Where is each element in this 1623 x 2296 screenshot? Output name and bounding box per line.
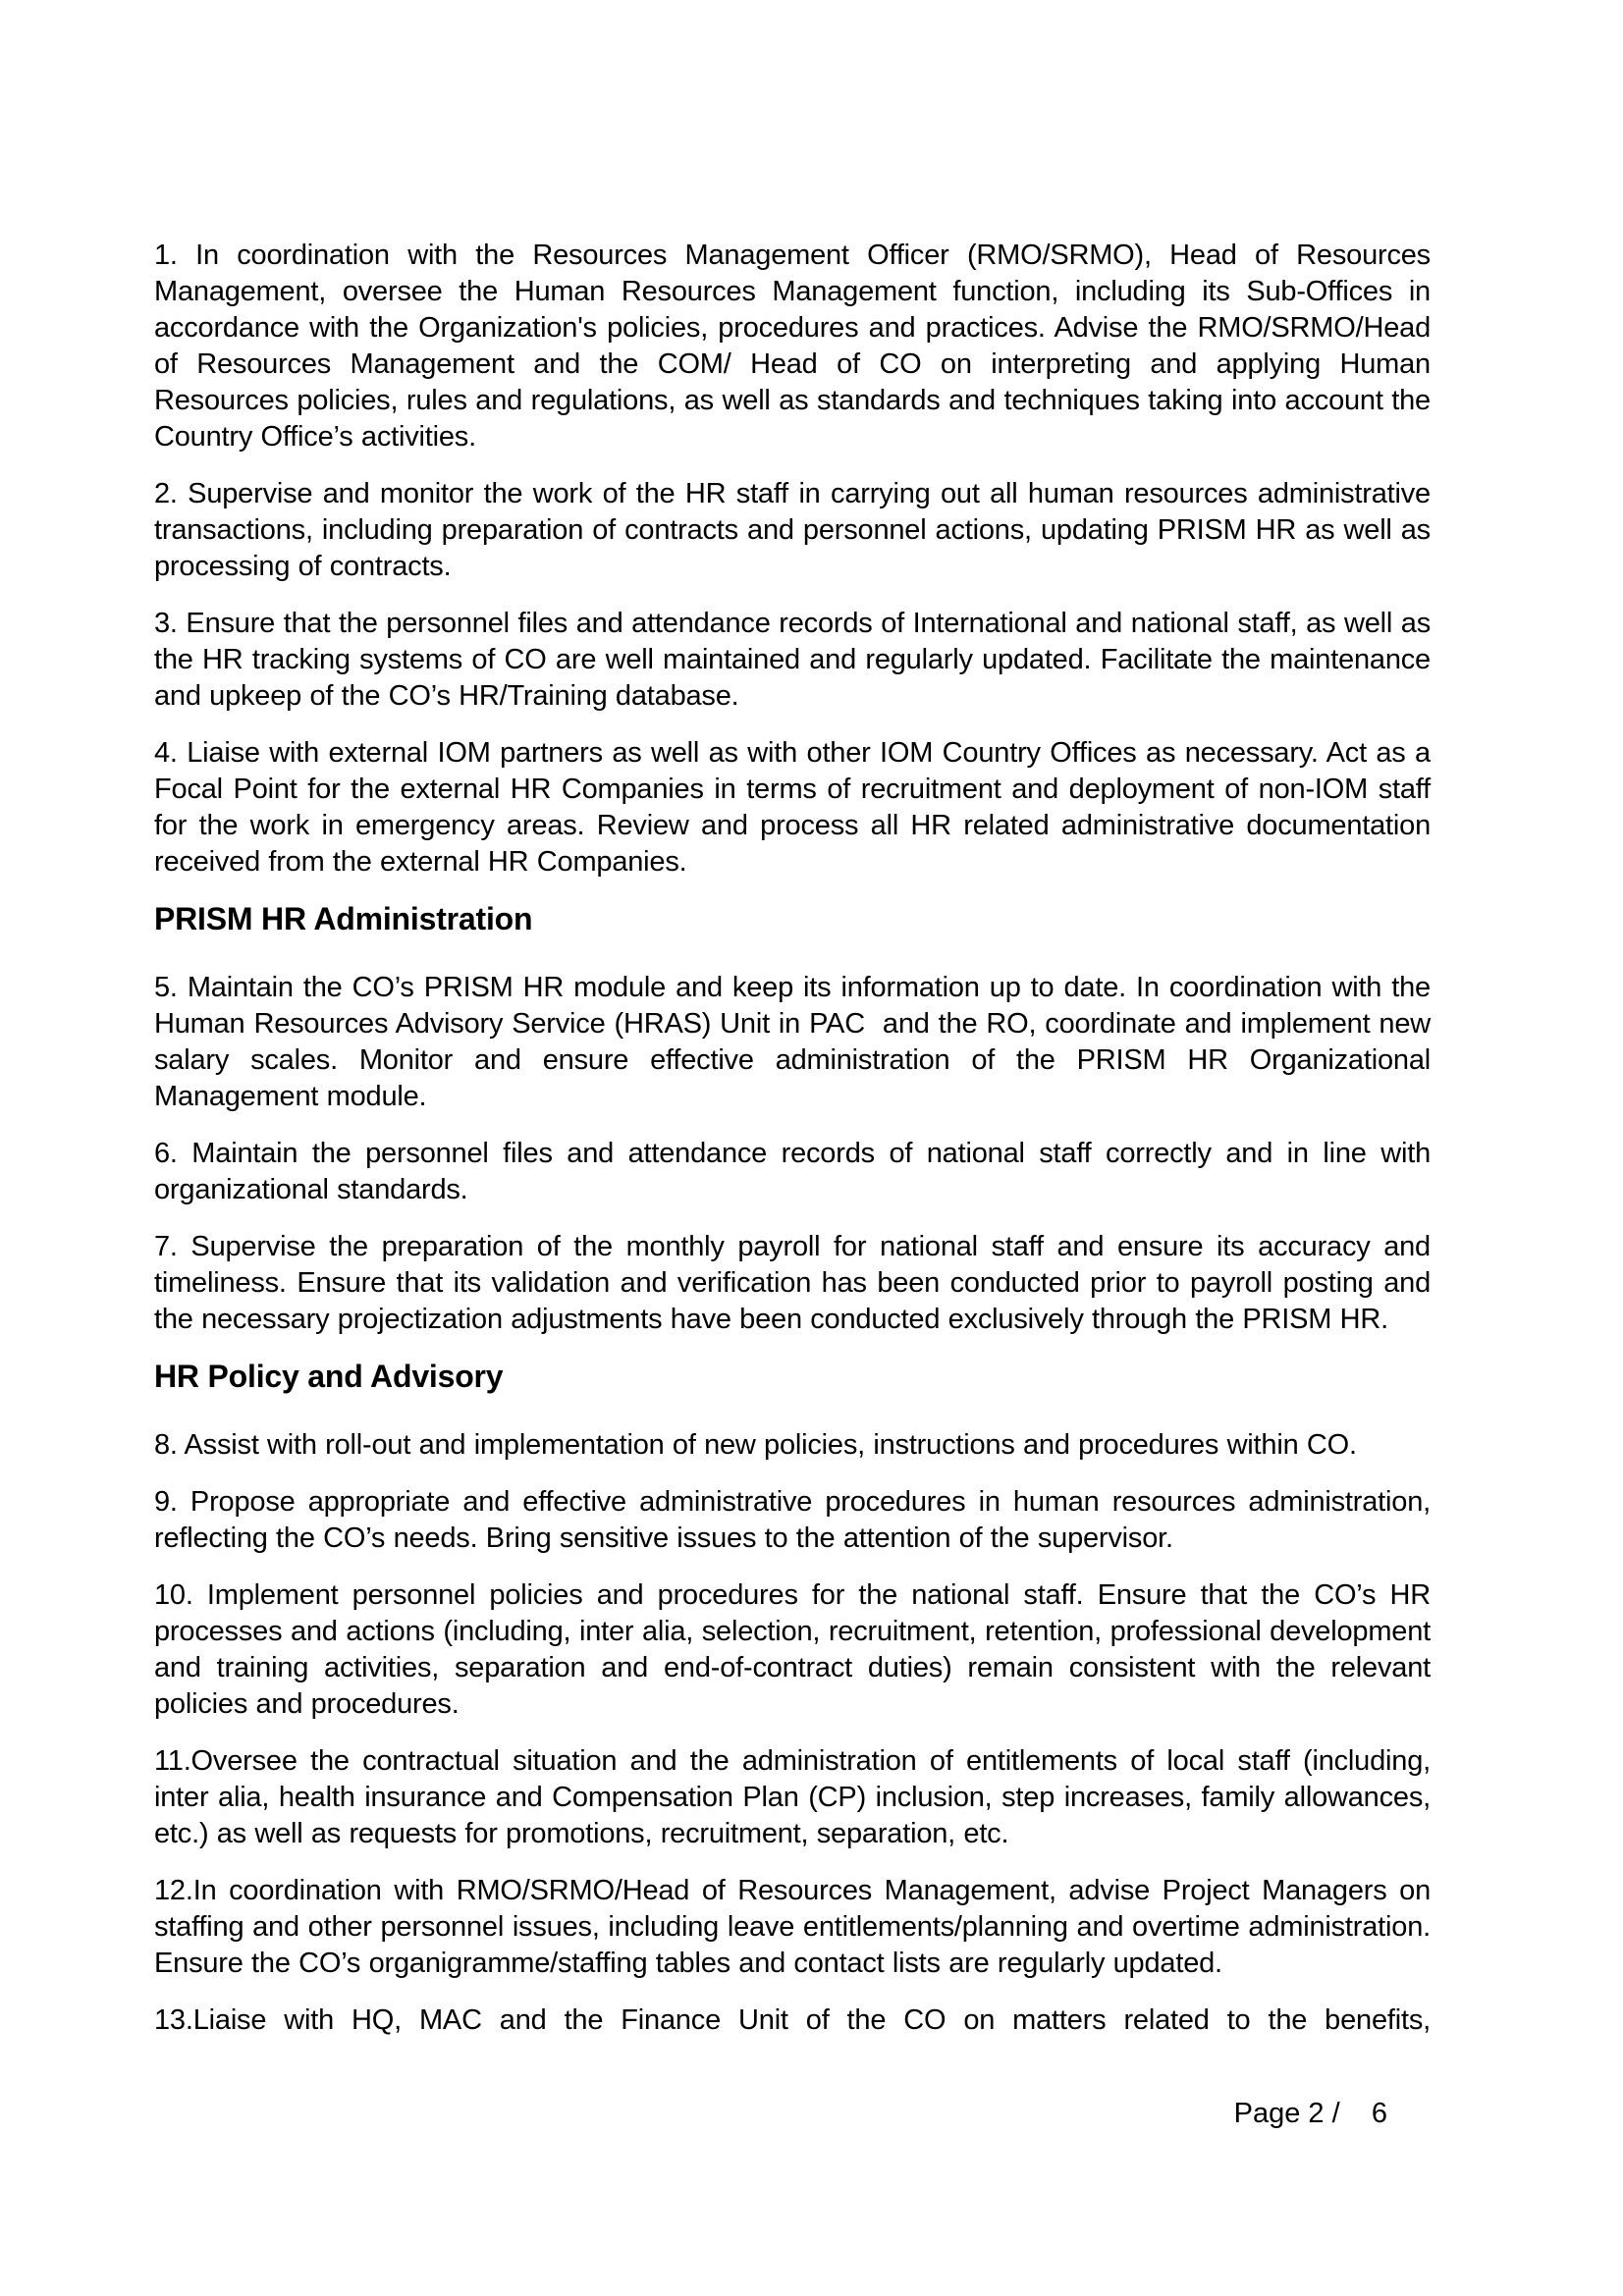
- paragraph: 1. In coordination with the Resources Management Officer (RMO/SRMO), Head of Resources Management, oversee the Human Resources Management function, including its Sub-Offices in accordance with the Organization's policies, procedures and practices. Advise the RMO/SRMO/Head of Resources Management and the COM/ Head of CO on interpreting and applying Human Resources policies, rules and regulations, as well as standards and techniques taking into account the Country Office’s activities.: [154, 240, 1431, 453]
- page-number: Page 2 / 6: [1233, 2098, 1387, 2129]
- paragraph: 11.Oversee the contractual situation and the administration of entitlements of local staff (including, inter alia, health insurance and Compensation Plan (CP) inclusion, step increases, family allowances, etc.) as well as requests for promotions, recruitment, separation, etc.: [154, 1745, 1431, 1849]
- paragraph: 9. Propose appropriate and effective administrative procedures in human resources administration, reflecting the CO’s needs. Bring sensitive issues to the attention of the supervisor.: [154, 1486, 1431, 1554]
- paragraph: 5. Maintain the CO’s PRISM HR module and keep its information up to date. In coordination with the Human Resources Advisory Service (HRAS) Unit in PAC and the RO, coordinate and implement new salary scales. Monitor and ensure effective administration of the PRISM HR Organizational Management module.: [154, 972, 1431, 1112]
- section-heading: HR Policy and Advisory: [154, 1359, 504, 1394]
- paragraph: 2. Supervise and monitor the work of the HR staff in carrying out all human resources administrative transactions, including preparation of contracts and personnel actions, updating PRISM HR as well as processing of contracts.: [154, 478, 1431, 582]
- paragraph: 7. Supervise the preparation of the monthly payroll for national staff and ensure its accuracy and timeliness. Ensure that its validation and verification has been conducted prior to payroll posting and the necessary projectization adjustments have been conducted exclusively through the PRISM HR.: [154, 1231, 1431, 1335]
- paragraph: 12.In coordination with RMO/SRMO/Head of Resources Management, advise Project Managers on staffing and other personnel issues, including leave entitlements/planning and overtime administration. Ensure the CO’s organigramme/staffing tables and contact lists are regularly updated.: [154, 1875, 1431, 1979]
- paragraph: 8. Assist with roll-out and implementation of new policies, instructions and procedures within CO.: [154, 1429, 1357, 1461]
- paragraph: 10. Implement personnel policies and procedures for the national staff. Ensure that the CO’s HR processes and actions (including, inter alia, selection, recruitment, retention, professional development and training activities, separation and end-of-contract duties) remain consistent with the relevant policies and procedures.: [154, 1579, 1431, 1720]
- page-footer: [154, 2059, 1431, 2168]
- section-heading: PRISM HR Administration: [154, 901, 533, 936]
- paragraph: 13.Liaise with HQ, MAC and the Finance Unit of the CO on matters related to the benefits,: [154, 2004, 1431, 2036]
- paragraph: 4. Liaise with external IOM partners as well as with other IOM Country Offices as necessary. Act as a Focal Point for the external HR Companies in terms of recruitment and deployment of non-IOM staff for the work in emergency areas. Review and process all HR related administrative documentation received from the external HR Companies.: [154, 737, 1431, 878]
- paragraph: 3. Ensure that the personnel files and attendance records of International and national staff, as well as the HR tracking systems of CO are well maintained and regularly updated. Facilitate the maintenance and upkeep of the CO’s HR/Training database.: [154, 608, 1431, 712]
- paragraph: 6. Maintain the personnel files and attendance records of national staff correctly and in line with organizational standards.: [154, 1138, 1431, 1205]
- document-body: [154, 238, 1431, 2168]
